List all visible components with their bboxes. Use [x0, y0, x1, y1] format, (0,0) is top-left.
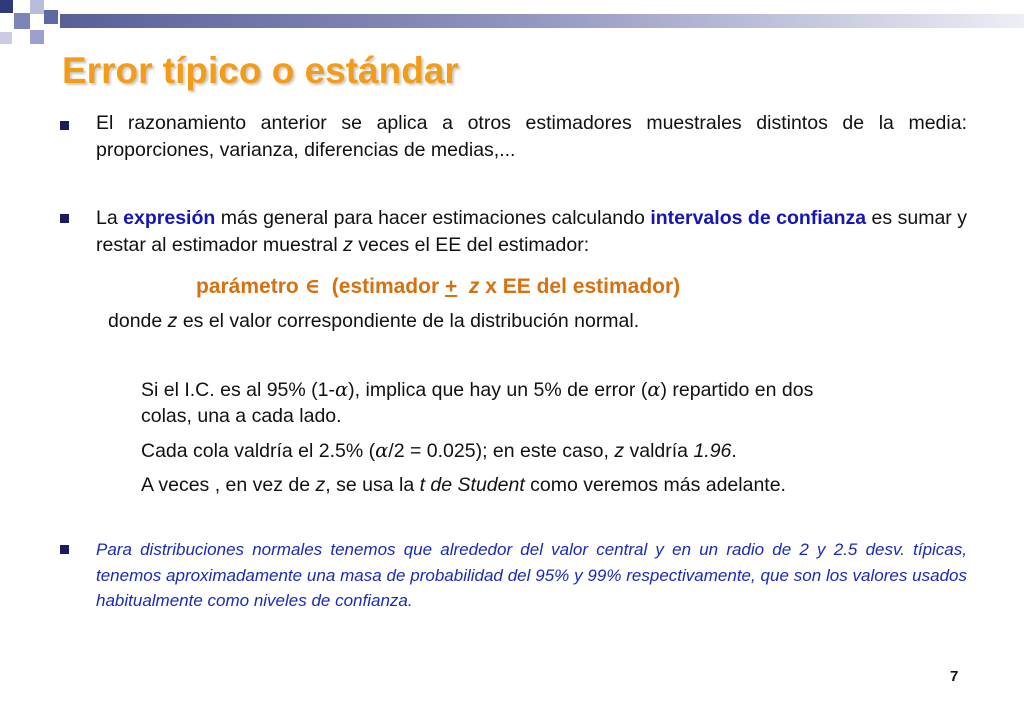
bullet-text-2: La expresión más general para hacer estimaciones calculando intervalos de confianza es sumar y restar al estimador muestral z veces el EE del estimador: [96, 207, 968, 256]
bullet-text-1: El razonamiento anterior se aplica a otros estimadores muestrales distintos de la media: proporciones, varianza, diferencias de medias,... [96, 112, 967, 161]
bullet-square-icon [60, 121, 69, 130]
formula: parámetro ∈ (estimador + z x EE del estimador) [196, 273, 681, 298]
ic-line-3: Cada cola valdría el 2.5% (α/2 = 0.025); en este caso, z valdría 1.96. [141, 439, 737, 462]
bullet-square-icon [60, 214, 69, 223]
page-number: 7 [950, 668, 959, 685]
element-of-symbol: ∈ [304, 273, 321, 298]
keyword-expresion: expresión [123, 207, 216, 229]
bullet-text-3: Para distribuciones normales tenemos que alrededor del valor central y en un radio de 2 y 2.5 desv. típicas, tenemos aproximadamente una masa de probabilidad del 95% y 99% respectivamente, que son los valores usados habitualmente como niveles de confianza. [96, 540, 967, 610]
page-title: Error típico o estándar [62, 50, 459, 91]
ic-line-1: Si el I.C. es al 95% (1-α), implica que hay un 5% de error (α) repartido en dos [141, 378, 814, 401]
keyword-intervalos: intervalos de confianza [650, 207, 867, 229]
ic-line-4: A veces , en vez de z, se usa la t de Student como veremos más adelante. [141, 474, 786, 496]
donde-text: donde z es el valor correspondiente de la distribución normal. [108, 310, 640, 332]
ic-line-2: colas, una a cada lado. [141, 405, 342, 427]
header-bar [60, 14, 1024, 28]
bullet-square-icon [60, 545, 69, 554]
